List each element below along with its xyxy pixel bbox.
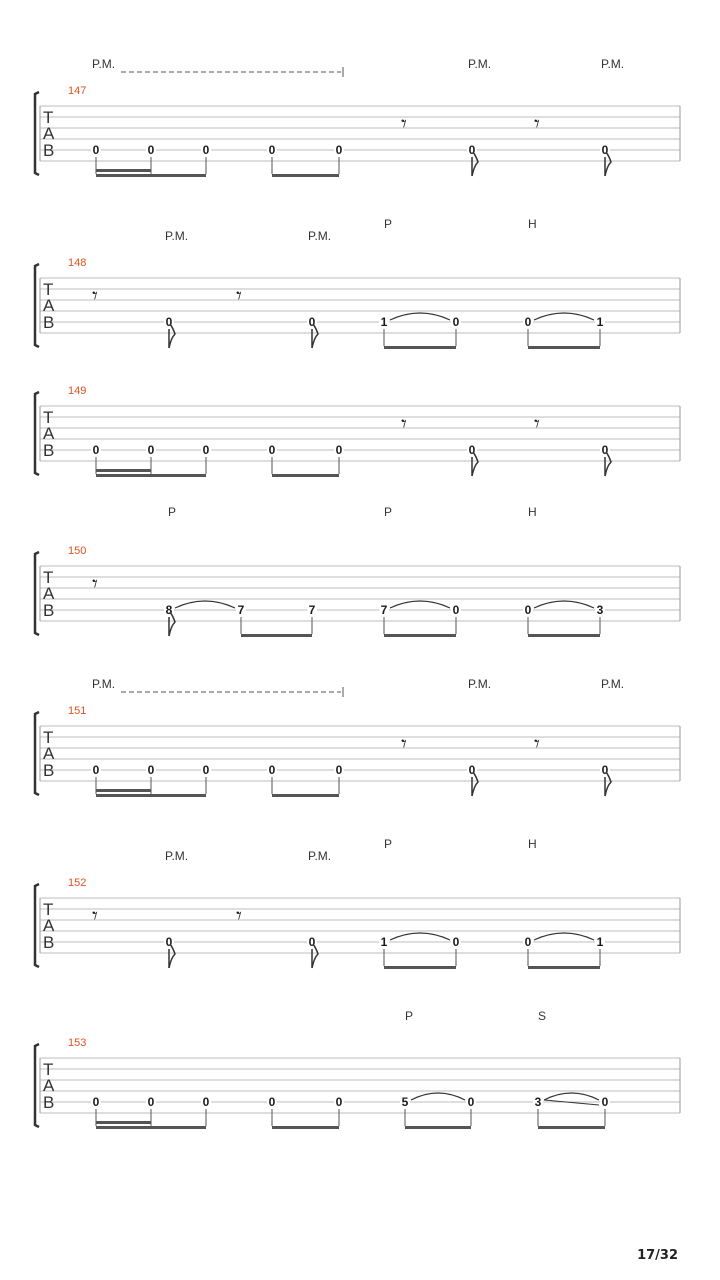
beam <box>272 174 339 177</box>
beam <box>528 634 600 637</box>
staff-system <box>35 837 680 969</box>
fret-number: 0 <box>452 603 460 617</box>
beam-secondary <box>96 1121 151 1124</box>
slur <box>534 601 594 608</box>
eighth-rest: 𝄾 <box>236 284 242 309</box>
technique-label: H <box>528 837 537 851</box>
fret-number: 0 <box>268 443 276 457</box>
staff-system <box>35 57 680 177</box>
tab-clef-a: A <box>43 744 55 763</box>
beam <box>96 794 206 797</box>
tab-clef-a: A <box>43 916 55 935</box>
technique-label: H <box>528 505 537 519</box>
system-bracket <box>35 884 39 967</box>
slur <box>175 601 235 608</box>
technique-label: P.M. <box>165 849 189 863</box>
fret-number: 0 <box>335 443 343 457</box>
measure-number: 152 <box>68 877 87 889</box>
slur <box>534 313 594 320</box>
fret-number: 0 <box>524 935 532 949</box>
system-bracket <box>35 712 39 795</box>
technique-label: S <box>538 1009 547 1023</box>
tab-clef-b: B <box>43 441 55 460</box>
eighth-rest: 𝄾 <box>92 284 98 309</box>
page-number: 17/32 <box>637 1248 678 1263</box>
tab-clef-a: A <box>43 296 55 315</box>
tab-clef-b: B <box>43 141 55 160</box>
eighth-rest: 𝄾 <box>401 112 407 137</box>
fret-number: 1 <box>380 315 388 329</box>
staff-system <box>35 1009 680 1129</box>
slur <box>390 313 450 320</box>
technique-label: P <box>168 505 177 519</box>
tab-clef-b: B <box>43 1093 55 1112</box>
staff-system <box>35 385 680 477</box>
fret-number: 0 <box>308 315 316 329</box>
system-bracket <box>35 264 39 347</box>
tab-clef-b: B <box>43 313 55 332</box>
beam <box>96 474 206 477</box>
measure-number: 150 <box>68 545 87 557</box>
fret-number: 0 <box>452 315 460 329</box>
fret-number: 0 <box>524 603 532 617</box>
slur <box>390 933 450 940</box>
fret-number: 0 <box>147 143 155 157</box>
beam <box>528 966 600 969</box>
fret-number: 5 <box>401 1095 409 1109</box>
tab-clef-b: B <box>43 933 55 952</box>
eighth-rest: 𝄾 <box>534 732 540 757</box>
beam <box>538 1126 605 1129</box>
fret-number: 7 <box>380 603 388 617</box>
beam <box>405 1126 471 1129</box>
fret-number: 1 <box>596 935 604 949</box>
fret-number: 1 <box>380 935 388 949</box>
fret-number: 0 <box>165 315 173 329</box>
tab-clef-t: T <box>43 900 54 919</box>
fret-number: 0 <box>308 935 316 949</box>
slur <box>411 1093 465 1100</box>
measure-number: 153 <box>68 1037 87 1049</box>
tab-clef-a: A <box>43 424 55 443</box>
measure-number: 148 <box>68 257 87 269</box>
beam <box>384 966 456 969</box>
technique-label: P <box>384 217 393 231</box>
technique-label: P.M. <box>92 57 116 71</box>
system-bracket <box>35 552 39 635</box>
beam <box>272 1126 339 1129</box>
fret-number: 0 <box>601 443 609 457</box>
tab-clef-b: B <box>43 761 55 780</box>
technique-label: P.M. <box>165 229 189 243</box>
beam-secondary <box>96 789 151 792</box>
fret-number: 0 <box>452 935 460 949</box>
fret-number: 7 <box>308 603 316 617</box>
fret-number: 0 <box>468 763 476 777</box>
technique-label: P.M. <box>308 849 332 863</box>
fret-number: 0 <box>335 1095 343 1109</box>
staff-system <box>35 677 680 797</box>
fret-number: 0 <box>202 763 210 777</box>
eighth-rest: 𝄾 <box>401 412 407 437</box>
technique-label: P.M. <box>92 677 116 691</box>
fret-number: 0 <box>468 143 476 157</box>
fret-number: 0 <box>467 1095 475 1109</box>
fret-number: 0 <box>165 935 173 949</box>
beam <box>241 634 312 637</box>
fret-number: 0 <box>147 763 155 777</box>
measure-number: 149 <box>68 385 87 397</box>
beam <box>384 634 456 637</box>
beam <box>272 474 339 477</box>
technique-label: P.M. <box>601 677 625 691</box>
tab-clef-a: A <box>43 124 55 143</box>
tab-clef-t: T <box>43 408 54 427</box>
measure-number: 151 <box>68 705 87 717</box>
staff-system <box>35 217 680 349</box>
technique-label: P.M. <box>468 57 492 71</box>
beam <box>96 174 206 177</box>
eighth-rest: 𝄾 <box>401 732 407 757</box>
eighth-rest: 𝄾 <box>236 904 242 929</box>
tab-clef-a: A <box>43 584 55 603</box>
fret-number: 8 <box>165 603 173 617</box>
fret-number: 0 <box>92 1095 100 1109</box>
fret-number: 0 <box>92 763 100 777</box>
beam <box>384 346 456 349</box>
eighth-rest: 𝄾 <box>92 904 98 929</box>
technique-label: P.M. <box>308 229 332 243</box>
system-bracket <box>35 392 39 475</box>
eighth-rest: 𝄾 <box>92 572 98 597</box>
beam <box>528 346 600 349</box>
tab-clef-t: T <box>43 1060 54 1079</box>
fret-number: 0 <box>601 143 609 157</box>
fret-number: 7 <box>237 603 245 617</box>
tab-clef-t: T <box>43 280 54 299</box>
fret-number: 0 <box>468 443 476 457</box>
beam <box>272 794 339 797</box>
slur <box>534 933 594 940</box>
beam-secondary <box>96 469 151 472</box>
fret-number: 0 <box>335 763 343 777</box>
fret-number: 0 <box>147 443 155 457</box>
technique-label: H <box>528 217 537 231</box>
fret-number: 0 <box>147 1095 155 1109</box>
fret-number: 0 <box>268 1095 276 1109</box>
fret-number: 0 <box>202 443 210 457</box>
fret-number: 0 <box>202 143 210 157</box>
tab-clef-t: T <box>43 568 54 587</box>
fret-number: 1 <box>596 315 604 329</box>
slur <box>390 601 450 608</box>
slur <box>544 1093 599 1100</box>
fret-number: 0 <box>268 143 276 157</box>
eighth-rest: 𝄾 <box>534 112 540 137</box>
technique-label: P <box>405 1009 414 1023</box>
technique-label: P <box>384 837 393 851</box>
system-bracket <box>35 1044 39 1127</box>
fret-number: 0 <box>601 763 609 777</box>
measure-number: 147 <box>68 85 87 97</box>
fret-number: 0 <box>524 315 532 329</box>
tab-clef-b: B <box>43 601 55 620</box>
fret-number: 0 <box>601 1095 609 1109</box>
fret-number: 0 <box>335 143 343 157</box>
tab-clef-t: T <box>43 108 54 127</box>
fret-number: 0 <box>92 443 100 457</box>
tab-clef-t: T <box>43 728 54 747</box>
fret-number: 0 <box>202 1095 210 1109</box>
technique-label: P <box>384 505 393 519</box>
fret-number: 0 <box>268 763 276 777</box>
technique-label: P.M. <box>468 677 492 691</box>
technique-label: P.M. <box>601 57 625 71</box>
tab-clef-a: A <box>43 1076 55 1095</box>
fret-number: 3 <box>534 1095 542 1109</box>
eighth-rest: 𝄾 <box>534 412 540 437</box>
beam <box>96 1126 206 1129</box>
beam-secondary <box>96 169 151 172</box>
fret-number: 0 <box>92 143 100 157</box>
fret-number: 3 <box>596 603 604 617</box>
staff-system <box>35 505 680 637</box>
system-bracket <box>35 92 39 175</box>
